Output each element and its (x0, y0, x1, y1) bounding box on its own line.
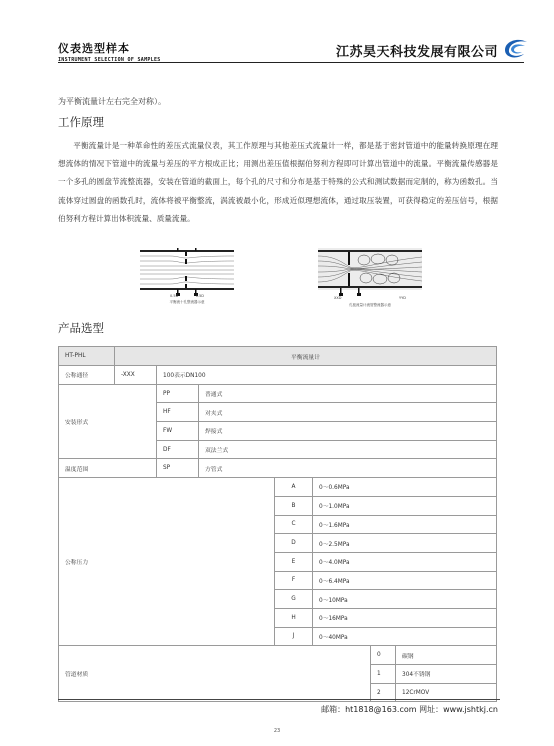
selection-table (58, 346, 497, 702)
code-pressure-e: E (275, 552, 313, 571)
code-pressure-h: H (275, 608, 313, 627)
company-logo-icon (502, 36, 530, 60)
desc-material-1: 304不锈钢 (396, 665, 497, 684)
code-install-fw: FW (157, 422, 199, 441)
code-pressure-d: D (275, 534, 313, 553)
product-name: 平衡流量计 (115, 347, 497, 366)
desc-install-df: 双法兰式 (199, 440, 497, 459)
row-label-pressure: 公称压力 (59, 478, 275, 646)
figure-left-caption: 平衡流十孔整流器示意 (169, 300, 205, 304)
desc-install-fw: 焊接式 (199, 422, 497, 441)
row-label-install: 安装形式 (59, 384, 157, 459)
code-pressure-j: J (275, 627, 313, 646)
desc-install-pp: 普通式 (199, 384, 497, 403)
code-material-2: 2 (371, 683, 396, 702)
desc-material-0: 碳钢 (396, 646, 497, 665)
dim-label-right-2: YYD (399, 296, 406, 300)
desc-material-2: 12CrMOV (396, 683, 497, 702)
table-row (59, 384, 497, 403)
desc-diameter: 100表示DN100 (157, 366, 497, 385)
code-pressure-c: C (275, 515, 313, 534)
orifice-flow-diagram (318, 248, 422, 298)
desc-pressure-j: 0～40MPa (313, 627, 497, 646)
selection-heading: 产品选型 (58, 321, 104, 335)
code-install-hf: HF (157, 403, 199, 422)
model-code: HT-PHL (59, 347, 115, 366)
desc-pressure-d: 0～2.5MPa (313, 534, 497, 553)
table-row (59, 366, 497, 385)
table-row (59, 459, 497, 478)
table-header-row (59, 347, 497, 366)
principle-paragraph: 平衡流量计是一种革命性的差压式流量仪表，其工作原理与其他差压式流量计一样，都是基于密封管道中的能量转换原理在理想流体的情况下管道中的流量与差压的平方根成正比；用测出差压值根据伯努利方程即可计算出管道中的流量。平衡流量传感器是一个多孔的圆盘节流整流器，安装在管道的截面上，每个孔的尺寸和分布是基于特殊的公式和测试数据而定制的，称为函数孔。当流体穿过圆盘的函数孔时，流体将被平衡整流，涡流被最小化，形成近似理想流体，通过取压装置，可获得稳定的差压信号，根据伯努利方程计算出体积流量、质量流量。 (58, 141, 498, 223)
desc-install-hf: 对夹式 (199, 403, 497, 422)
desc-pressure-f: 0～6.4MPa (313, 571, 497, 590)
footer-contact: 邮箱：ht1818@163.com 网址：www.jshtkj.cn (321, 705, 498, 714)
dim-label-right-1: XXD (334, 296, 342, 300)
code-pressure-a: A (275, 478, 313, 497)
code-material-1: 1 (371, 665, 396, 684)
code-pressure-g: G (275, 590, 313, 609)
code-pressure-b: B (275, 496, 313, 515)
code-diameter: -XXX (115, 366, 157, 385)
header-rule (58, 62, 524, 63)
code-temperature: SP (157, 459, 199, 478)
code-install-df: DF (157, 440, 199, 459)
figure-right-caption: 孔板流量计流管整流器示意 (349, 303, 391, 307)
row-label-temperature: 温度范围 (59, 459, 157, 478)
principle-heading: 工作原理 (58, 115, 104, 129)
code-material-0: 0 (371, 646, 396, 665)
dim-label-left-1: 0.5D (170, 294, 179, 298)
code-install-pp: PP (157, 384, 199, 403)
desc-pressure-g: 0～10MPa (313, 590, 497, 609)
desc-pressure-a: 0～0.6MPa (313, 478, 497, 497)
footer-rule (58, 699, 500, 700)
page-number: 23 (273, 728, 281, 734)
table-row (59, 646, 497, 665)
table-row (59, 478, 497, 497)
figure-orifice-flow (318, 248, 422, 312)
dim-label-left-2: 0.5D (195, 294, 204, 298)
desc-pressure-b: 0～1.0MPa (313, 496, 497, 515)
desc-pressure-c: 0～1.6MPa (313, 515, 497, 534)
series-header (58, 40, 161, 63)
figure-balanced-flow (140, 248, 234, 308)
row-label-diameter: 公称通径 (59, 366, 115, 385)
series-subtitle: INSTRUMENT SELECTION OF SAMPLES (58, 57, 161, 63)
balanced-flow-diagram (140, 248, 234, 296)
company-name: 江苏昊天科技发展有限公司 (335, 45, 498, 60)
desc-pressure-e: 0～4.0MPa (313, 552, 497, 571)
desc-pressure-h: 0～16MPa (313, 608, 497, 627)
desc-temperature: 方管式 (199, 459, 497, 478)
code-pressure-f: F (275, 571, 313, 590)
row-label-material: 管道材质 (59, 646, 371, 702)
intro-line: 为平衡流量计左右完全对称）。 (58, 97, 166, 106)
series-title: 仪表选型样本 (58, 42, 130, 55)
